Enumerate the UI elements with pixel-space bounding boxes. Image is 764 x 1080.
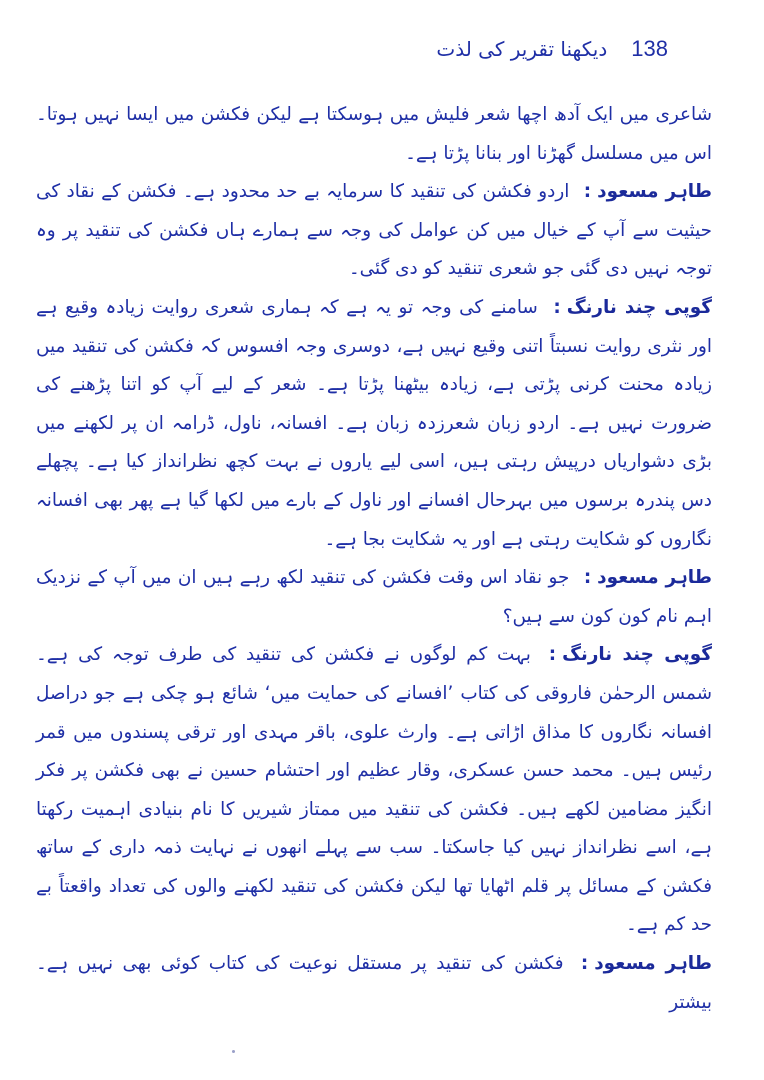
paragraph-text: سامنے کی وجہ تو یہ ہے کہ ہماری شعری روایت زیادہ وقیع ہے اور نثری روایت نسبتاً اتنی وقیع نہیں ہے، دوسری وجہ افسوس کہ فکشن کی تنقید میں زیادہ محنت کرنی پڑتی ہے، زیادہ بیٹھنا پڑتا ہے۔ شعر کے لیے آپ کو اتنا پڑھنے کی ضرورت نہیں ہے۔ اردو زبان شعرزدہ زبان ہے۔ افسانہ، ناول، ڈرامہ ان پر لکھنے میں بڑی دشواریاں درپیش رہتی ہیں، اسی لیے یاروں نے بہت کچھ نظرانداز کیا ہے۔ پچھلے دس پندرہ برسوں میں بہرحال افسانے اور ناول کے بارے میں لکھا گیا ہے پھر بھی افسانہ نگاروں کو شکایت رہتی ہے اور یہ شکایت بجا ہے۔ (36, 296, 712, 550)
speaker-colon: : (548, 644, 557, 666)
speaker-name: طاہر مسعود (594, 953, 713, 975)
speaker-name: طاہر مسعود (597, 567, 712, 589)
page-header (436, 36, 668, 62)
paragraph (36, 636, 712, 945)
paragraph-text: بہت کم لوگوں نے فکشن کی تنقید کی طرف توجہ کی ہے۔ شمس الرحمٰن فاروقی کی کتاب ’افسانے کی حمایت میں‘ شائع ہو چکی ہے جو دراصل افسانہ نگاروں کا مذاق اڑاتی ہے۔ وارث علوی، باقر مہدی اور ترقی پسندوں میں قمر رئیس ہیں۔ محمد حسن عسکری، وقار عظیم اور احتشام حسین نے بھی فکشن پر فکر انگیز مضامین لکھے ہیں۔ فکشن کی تنقید میں ممتاز شیریں کا نام بنیادی اہمیت رکھتا ہے، اسے نظرانداز نہیں کیا جاسکتا۔ سب سے پہلے انھوں نے نہایت ذمہ داری کے ساتھ فکشن کے مسائل پر قلم اٹھایا تھا لیکن فکشن کی تنقید لکھنے والوں کی تعداد واقعتاً بے حد کم ہے۔ (36, 644, 712, 936)
paragraph (36, 96, 712, 173)
speaker-colon: : (580, 953, 589, 975)
speaker-colon: : (583, 567, 592, 589)
paragraph-text: جو نقاد اس وقت فکشن کی تنقید لکھ رہے ہیں ان میں آپ کے نزدیک اہم نام کون کون سے ہیں؟ (36, 567, 712, 627)
page-number: 138 (631, 36, 668, 61)
speaker-colon: : (583, 181, 592, 203)
speaker-name: گوپی چند نارنگ (566, 296, 712, 318)
speaker-colon: : (553, 296, 561, 318)
paragraph-text: شاعری میں ایک آدھ اچھا شعر فلیش میں ہوسکتا ہے لیکن فکشن میں ایسا نہیں ہوتا۔ اس میں مسلسل گھڑنا اور بنانا پڑتا ہے۔ (36, 104, 712, 164)
scan-speck (232, 1050, 235, 1053)
paragraph (36, 289, 712, 559)
paragraph (36, 173, 712, 289)
paragraph (36, 945, 712, 1022)
page-body (36, 96, 712, 1022)
running-title: دیکھنا تقریر کی لذت (436, 37, 608, 61)
speaker-name: گوپی چند نارنگ (562, 644, 712, 666)
paragraph (36, 559, 712, 636)
paragraph-text: اردو فکشن کی تنقید کا سرمایہ بے حد محدود ہے۔ فکشن کے نقاد کی حیثیت سے آپ کے خیال میں کن عوامل کی وجہ سے ہمارے ہاں فکشن کی تنقید پر وہ توجہ نہیں دی گئی جو شعری تنقید کو دی گئی۔ (36, 181, 712, 280)
speaker-name: طاہر مسعود (597, 181, 712, 203)
paragraph-text: فکشن کی تنقید پر مستقل نوعیت کی کتاب کوئی بھی نہیں ہے۔ بیشتر (36, 953, 712, 1013)
